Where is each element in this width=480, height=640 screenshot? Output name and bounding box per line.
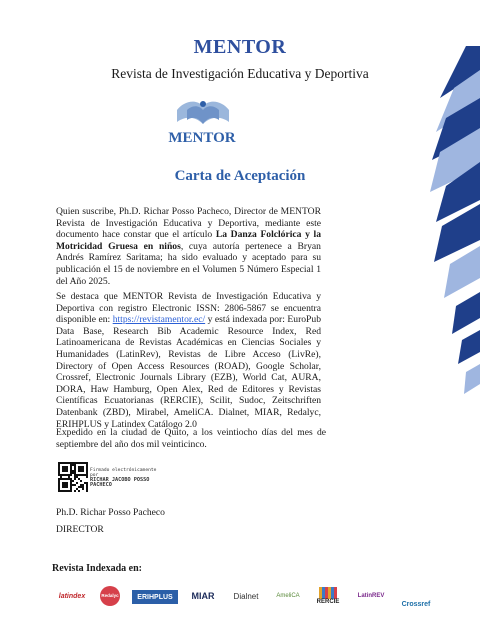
acceptance-paragraph [56,206,321,287]
signature-qr-code [58,462,88,492]
journal-subtitle: Revista de Investigación Educativa y Deportiva [111,66,369,81]
journal-brand: MENTOR [193,36,287,58]
indexed-label: Revista Indexada en: [52,563,143,574]
dialnet-logo: Dialnet [233,591,259,601]
stripe-shape [452,292,480,334]
latindex-logo: latindex [58,592,86,600]
crossref-logo: Crossref [401,600,431,608]
signer-name: Ph.D. Richar Posso Pacheco [56,507,165,518]
electronic-signature-stamp [90,468,160,488]
stamp-note: Firmado electrónicamente por [90,468,157,478]
stripe-shape [434,204,480,262]
rercie-emblem-icon [319,587,337,599]
redalyc-logo [94,584,126,608]
stamp-name-2: PACHECO [90,482,112,488]
redalyc-label: Redalyc [100,586,120,606]
latinrev-logo: LatinREV [357,593,385,599]
amelica-logo: AmeliCA [276,593,300,599]
rercie-logo [312,584,344,608]
signer-role: DIRECTOR [56,524,104,535]
logo-wordmark: MENTOR [168,130,236,146]
article-title: La Danza Folclórica y la Motricidad Gruesa en niños [56,229,322,252]
document-title: Carta de Aceptación [174,168,306,184]
journal-website-link[interactable]: https://revistamentor.ec/ [112,314,206,326]
p2-text-a: Se destaca que MENTOR Revista de Investigación Educativa y Deportiva con registro Electronic ISSN: 2806-5867 se encuentra disponible en: [56,291,321,326]
stripe-shape [432,98,480,160]
miar-logo: MIAR [191,591,215,601]
stripe-shape [444,246,480,298]
stripe-shape [458,330,480,364]
stamp-name-1: RICHAR JACOBO POSSO [90,477,150,483]
erihplus-logo: ERIHPLUS [132,590,178,604]
stripe-shape [464,364,480,394]
p2-text-b: y está indexada por: EuroPub Data Base, Research Bib Academic Resource Index, Red Latinoamericana de Revistas Académicas en Ciencias Sociales y Humanidades (LatinRev), Revistas de Libre Acceso (LivRe), Directory of Open Access Resources (ROAD), Google Scholar, Crossref, Electronic Journals Library (EZB), World Cat, AURA, DORA, Haw Hamburg, Open Alex, Red de Editores y Revistas Científicas Ecuatorianas (RERCIE), Scilit, Sudoc, Zeitschriften Datenbank (ZBD), Mirabel, AmeliCA. Dialnet, MIAR, Redalyc, ERIHPLUS y Latindex Catálogo 2.0 [56,314,321,430]
indexing-paragraph [56,291,321,430]
p1-text-b: , cuya autoría pertenece a Bryan Andrés Ramírez Saritama; ha sido evaluado y aceptado para su publicación el 15 de noviembre en el Volumen 5 Número Especial 1 del Año 2025. [56,240,321,287]
p1-text-a: Quien suscribe, Ph.D. Richar Posso Pacheco, Director de MENTOR Revista de Investigación Educativa y Deportiva, mediante este documento hace constar que el artículo [56,206,321,241]
rercie-label: RERCIE [316,599,340,605]
issued-paragraph: Expedido en la ciudad de Quito, a los veintiocho días del mes de septiembre del año dos mil veinticinco. [56,427,326,450]
